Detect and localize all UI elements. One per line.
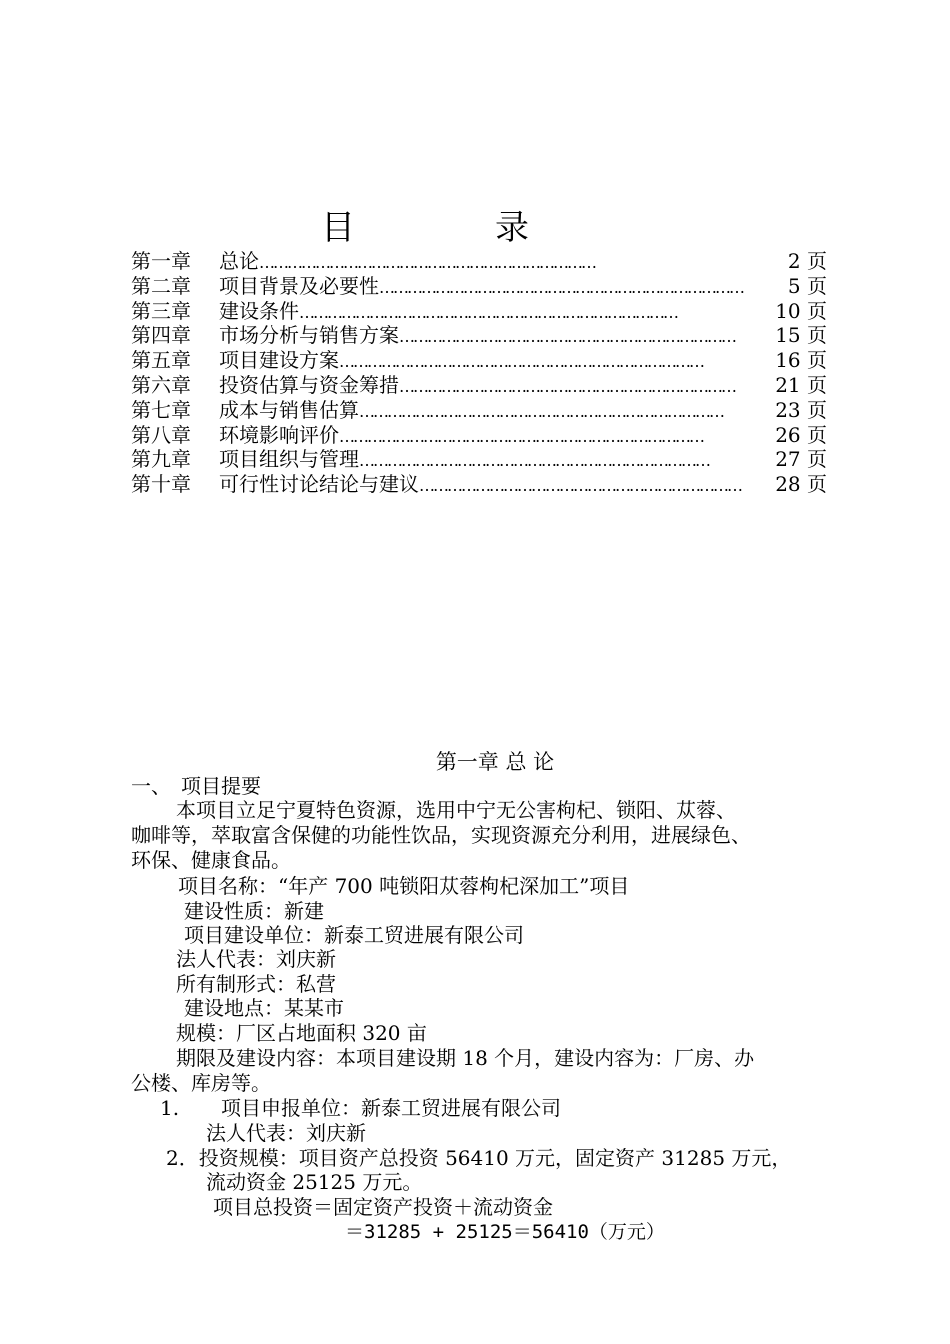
toc-page-number: 26 页 [775, 422, 827, 447]
toc-page-number: 5 页 [787, 273, 827, 298]
toc-page-number: 28 页 [775, 472, 827, 497]
toc-chapter-name: 环境影响评价 [219, 422, 339, 447]
toc-page-number: 21 页 [775, 373, 827, 397]
toc-leader-dots: ……………………………………………………………… [399, 327, 735, 347]
toc-chapter: 第十章 [131, 472, 191, 497]
toc-chapter-name: 成本与销售估算 [219, 397, 359, 422]
section-heading: 一、 项目提要 [131, 774, 261, 798]
toc-chapter: 第三章 [131, 298, 191, 323]
ownership-form: 所有制形式：私营 [176, 972, 336, 996]
toc-entry[interactable] [131, 423, 827, 448]
toc-leader-dots: ……………………………………………………………………… [299, 302, 677, 322]
item-1-number: 1. [160, 1096, 180, 1120]
toc-entry[interactable] [131, 472, 827, 497]
legal-representative: 法人代表：刘庆新 [176, 947, 336, 971]
toc-leader-dots: …………………………………………………………………… [339, 426, 703, 446]
toc-chapter: 第八章 [131, 422, 191, 447]
construction-unit: 项目建设单位：新泰工贸进展有限公司 [184, 923, 524, 947]
toc-chapter-name: 可行性讨论结论与建议 [219, 472, 419, 497]
toc-chapter: 第九章 [131, 447, 191, 472]
period-line: 期限及建设内容：本项目建设期 18 个月，建设内容为：厂房、办 [176, 1046, 755, 1070]
toc-chapter: 第四章 [131, 323, 191, 348]
toc-leader-dots: ……………………………………………………………… [399, 377, 735, 396]
intro-line: 咖啡等，萃取富含保健的功能性饮品，实现资源充分利用，进展绿色、 [131, 823, 751, 847]
toc-chapter-name: 项目建设方案 [219, 348, 339, 373]
toc-entry[interactable] [131, 249, 827, 274]
toc-chapter: 第七章 [131, 397, 191, 422]
toc-chapter: 第五章 [131, 348, 191, 373]
intro-line: 本项目立足宁夏特色资源，选用中宁无公害枸杞、锁阳、苁蓉、 [176, 798, 736, 822]
item-1-representative: 法人代表：刘庆新 [206, 1121, 366, 1145]
toc-chapter: 第一章 [131, 249, 191, 273]
toc-page-number: 23 页 [775, 397, 827, 422]
period-line: 公楼、库房等。 [131, 1071, 271, 1095]
investment-formula: 项目总投资＝固定资产投资＋流动资金 [213, 1195, 553, 1219]
toc-page-number: 2 页 [787, 249, 827, 273]
investment-formula-result: ＝31285 + 25125＝56410（万元） [345, 1221, 665, 1243]
toc-entry[interactable] [131, 323, 827, 348]
toc-entry[interactable] [131, 274, 827, 299]
toc-leader-dots: …………………………………………………………………… [339, 352, 703, 372]
construction-nature: 建设性质：新建 [184, 899, 324, 923]
toc-title: 目录 [321, 208, 669, 248]
toc-chapter-name: 建设条件 [219, 298, 299, 323]
toc-page-number: 10 页 [775, 298, 827, 323]
toc-chapter: 第六章 [131, 373, 191, 397]
toc-leader-dots: ………………………………………………………………… [359, 451, 709, 471]
toc-chapter-name: 项目背景及必要性 [219, 273, 379, 298]
toc-chapter: 第二章 [131, 273, 191, 298]
toc-chapter-name: 市场分析与销售方案 [219, 323, 399, 348]
toc-leader-dots: …………………………………………………………………… [379, 277, 743, 297]
toc-page-number: 15 页 [775, 323, 827, 348]
construction-location: 建设地点：某某市 [184, 996, 344, 1020]
toc-page-number: 16 页 [775, 348, 827, 373]
item-2-line: 流动资金 25125 万元。 [206, 1170, 423, 1194]
project-name: 项目名称：“年产 700 吨锁阳苁蓉枸杞深加工”项目 [178, 874, 630, 898]
toc-leader-dots: ……………………………………………………………… [259, 253, 595, 272]
toc-entry[interactable] [131, 398, 827, 423]
toc-entry[interactable] [131, 373, 827, 398]
toc-entry[interactable] [131, 447, 827, 472]
toc-chapter-name: 投资估算与资金筹措 [219, 373, 399, 397]
intro-line: 环保、健康食品。 [131, 848, 291, 872]
toc-leader-dots: …………………………………………………………………… [359, 401, 723, 421]
toc-page-number: 27 页 [775, 447, 827, 472]
toc-chapter-name: 项目组织与管理 [219, 447, 359, 472]
item-1-text: 项目申报单位：新泰工贸进展有限公司 [221, 1096, 561, 1120]
toc-chapter-name: 总论 [219, 249, 259, 273]
toc-entry[interactable] [131, 348, 827, 373]
toc-leader-dots: …………………………………………………………… [419, 476, 741, 496]
chapter-heading: 第一章 总 论 [435, 750, 555, 774]
project-scale: 规模：厂区占地面积 320 亩 [176, 1021, 427, 1045]
item-2-line: 2．投资规模：项目资产总投资 56410 万元，固定资产 31285 万元， [166, 1146, 792, 1170]
toc-entry[interactable] [131, 299, 827, 324]
